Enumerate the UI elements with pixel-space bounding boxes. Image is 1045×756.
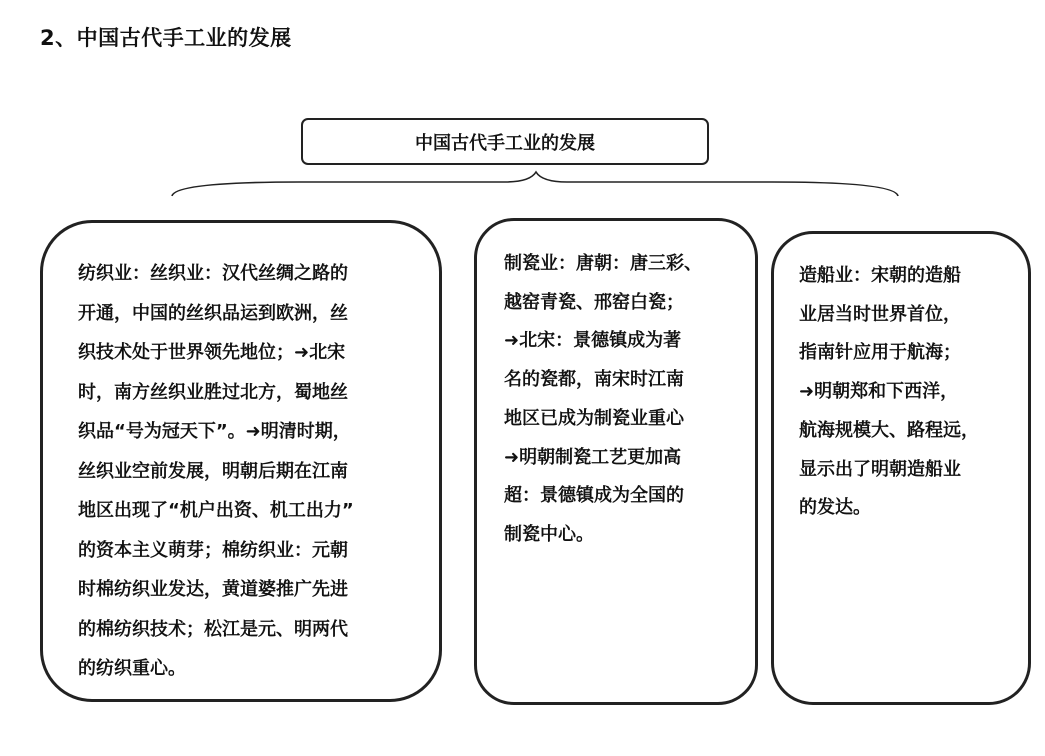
grouping-brace xyxy=(0,0,1045,210)
porcelain-text: 制瓷业：唐朝：唐三彩、 越窑青瓷、邢窑白瓷； ➜北宋：景德镇成为著 名的瓷都，南宋时江南 地区已成为制瓷业重心 ➜明朝制瓷工艺更加高 超：景德镇成为全国的 制瓷中心。 xyxy=(504,253,702,545)
shipbuilding-text: 造船业：宋朝的造船 业居当时世界首位， 指南针应用于航海； ➜明朝郑和下西洋， 航海规模大、路程远， 显示出了明朝造船业 的发达。 xyxy=(799,265,979,519)
textile-card xyxy=(40,220,442,702)
page-heading: 2、中国古代手工业的发展 xyxy=(40,26,292,50)
brace-path xyxy=(172,172,898,196)
textile-text: 纺织业：丝织业：汉代丝绸之路的 开通，中国的丝织品运到欧洲，丝 织技术处于世界领先地位；➜北宋 时，南方丝织业胜过北方，蜀地丝 织品“号为冠天下”。➜明清时期， 丝织业空前发展，明朝后期在江南 地区出现了“机户出资、机工出力” 的资本主义萌芽；棉纺织业：元朝 时棉纺织业发达，黄道婆推广先进 的棉纺织技术；松江是元、明两代 的纺织重心。 xyxy=(78,263,354,679)
diagram-title: 中国古代手工业的发展 xyxy=(415,132,595,154)
porcelain-card xyxy=(474,218,758,705)
shipbuilding-card xyxy=(771,231,1031,705)
